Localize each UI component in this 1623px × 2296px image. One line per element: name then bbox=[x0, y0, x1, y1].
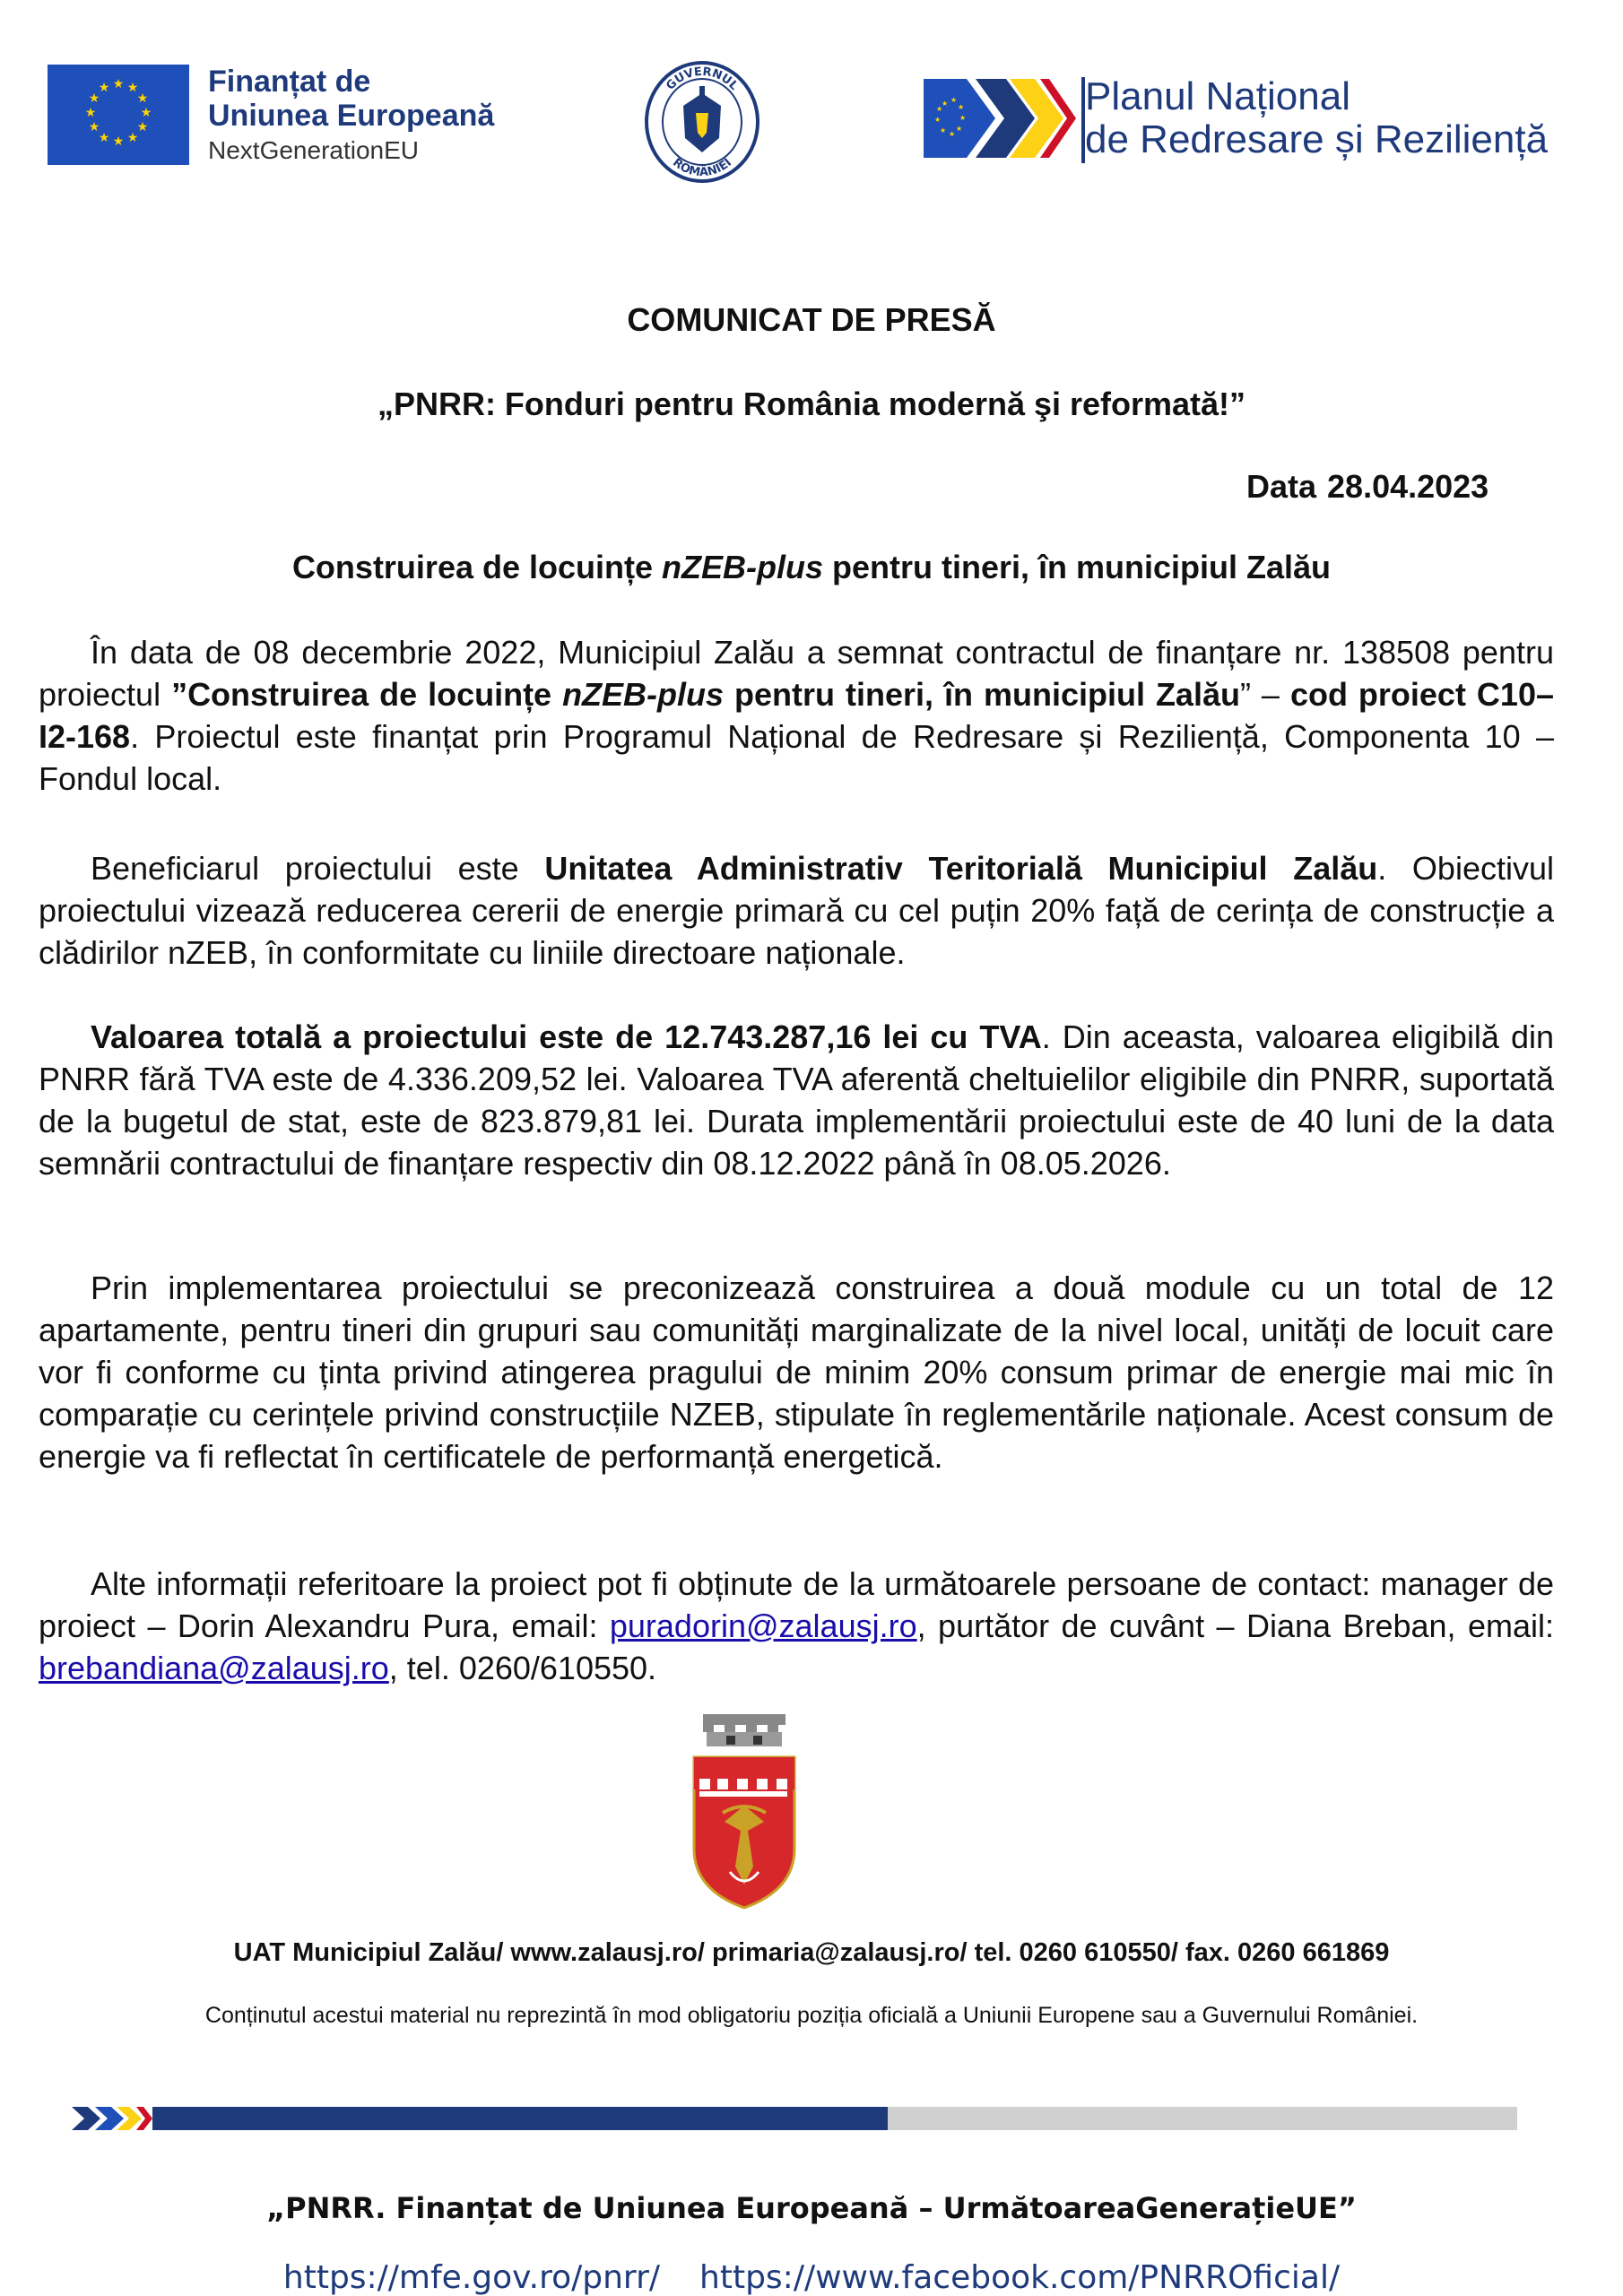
paragraph-contacts bbox=[39, 1563, 1554, 1689]
svg-text:★: ★ bbox=[950, 96, 958, 104]
svg-text:★: ★ bbox=[942, 100, 949, 108]
stripe-blue-segment bbox=[152, 2107, 888, 2130]
romanian-government-seal-icon bbox=[644, 59, 760, 185]
press-release-slogan: „PNRR: Fonduri pentru România modernă şi reformată!” bbox=[377, 386, 1246, 422]
paragraph-value bbox=[39, 1016, 1554, 1184]
p1-bold2: pentru tineri, în municipiul Zalău bbox=[724, 676, 1240, 713]
p1-bold-italic: nZEB-plus bbox=[562, 676, 725, 713]
press-release-date bbox=[1246, 468, 1488, 506]
p2-text1: Beneficiarul proiectului este bbox=[91, 850, 545, 887]
link-mfe-pnrr[interactable]: https://mfe.gov.ro/pnrr/ bbox=[282, 2259, 661, 2296]
eu-funding-text bbox=[208, 65, 513, 169]
svg-text:★: ★ bbox=[934, 116, 942, 124]
date-value: 28.04.2023 bbox=[1327, 468, 1489, 505]
zalau-coat-of-arms-icon bbox=[690, 1714, 798, 1913]
svg-text:★: ★ bbox=[112, 134, 125, 148]
svg-text:★: ★ bbox=[98, 130, 110, 144]
p1-text1: În data de 08 decembrie 2022, Municipiul Zalău a semnat contractul de finanțare nr. 138508 pentru proiectul bbox=[39, 634, 1554, 713]
footer-contact-line: UAT Municipiul Zalău/ www.zalausj.ro/ primaria@zalausj.ro/ tel. 0260 610550/ fax. 0260 661869 bbox=[233, 1938, 1390, 1967]
pnrr-arrows-logo-icon bbox=[924, 72, 1076, 165]
svg-text:★: ★ bbox=[112, 76, 125, 91]
svg-text:★: ★ bbox=[136, 91, 149, 105]
p5-text1: Alte informații referitoare la proiect pot fi obținute de la următoarele persoane de contact: manager de proiect – Dorin Alexandru Pura, email: bbox=[39, 1565, 1554, 1644]
paragraph-implementation bbox=[39, 1267, 1554, 1477]
seal-text-top: GUVERNUL bbox=[664, 65, 741, 93]
svg-text:★: ★ bbox=[949, 130, 956, 138]
pnrr-logo-text bbox=[1085, 75, 1587, 161]
svg-text:★: ★ bbox=[956, 125, 963, 133]
eu-text-line2: Uniunea Europeană bbox=[208, 99, 495, 133]
seal-text-bottom: ROMÂNIEI bbox=[670, 155, 734, 180]
svg-text:★: ★ bbox=[126, 80, 139, 94]
svg-text:★: ★ bbox=[88, 119, 100, 134]
svg-text:★: ★ bbox=[959, 114, 967, 122]
link-facebook-pnrr[interactable]: https://www.facebook.com/PNRROficial/ bbox=[699, 2259, 1341, 2296]
subtitle-part3: pentru tineri, în municipiul Zalău bbox=[823, 549, 1332, 585]
svg-text:★: ★ bbox=[936, 105, 943, 113]
p1-text3: . Proiectul este finanțat prin Programul Național de Redresare și Reziliență, Componenta 10 – Fondul local. bbox=[39, 718, 1554, 797]
svg-text:★: ★ bbox=[98, 80, 110, 94]
eu-text-line3: NextGenerationEU bbox=[208, 136, 420, 164]
svg-text:★: ★ bbox=[940, 126, 947, 134]
p1-project-code: cod proiect C10–I2-168 bbox=[39, 676, 1554, 755]
pnrr-text-line2: de Redresare și Reziliență bbox=[1085, 117, 1549, 161]
p5-text2: , purtător de cuvânt – Diana Breban, email: bbox=[916, 1607, 1554, 1644]
date-label: Data bbox=[1246, 468, 1317, 505]
p1-bold1: ”Construirea de locuințe bbox=[171, 676, 563, 713]
svg-text:★: ★ bbox=[140, 105, 152, 119]
stripe-grey-segment bbox=[888, 2107, 1517, 2130]
p5-text3: , tel. 0260/610550. bbox=[388, 1650, 657, 1686]
svg-text:★: ★ bbox=[958, 103, 965, 111]
p3-total-value: Valoarea totală a proiectului este de 12.743.287,16 lei cu TVA bbox=[91, 1018, 1042, 1055]
p3-text1: . Din aceasta, valoarea eligibilă din PNRR fără TVA este de 4.336.209,52 lei. Valoarea TVA aferentă cheltuielilor eligibile din PNRR, suportată de la bugetul de stat, este de 823.879,81 lei. Durata implementării proiectului este de 40 luni de la data semnării contractului de finanțare respectiv din 08.12.2022 până în 08.05.2026. bbox=[39, 1018, 1554, 1182]
eu-text-line1: Finanțat de bbox=[208, 65, 371, 99]
subtitle-part2: nZEB-plus bbox=[662, 549, 823, 585]
pnrr-footer-stripe bbox=[72, 2107, 1517, 2130]
footer-disclaimer: Conținutul acestui material nu reprezintă în mod obligatoriu poziția oficială a Uniunii Europene sau a Guvernului României. bbox=[204, 2003, 1419, 2028]
svg-text:★: ★ bbox=[88, 91, 100, 105]
pnrr-text-line1: Planul Național bbox=[1085, 74, 1350, 118]
footer-links bbox=[0, 2259, 1623, 2296]
email-link-puradorin[interactable]: puradorin@zalausj.ro bbox=[609, 1607, 917, 1644]
paragraph-contract bbox=[39, 631, 1554, 800]
svg-text:★: ★ bbox=[136, 119, 149, 134]
eu-flag-icon bbox=[48, 65, 189, 165]
paragraph-beneficiary bbox=[39, 847, 1554, 974]
email-link-brebandiana[interactable]: brebandiana@zalausj.ro bbox=[39, 1650, 389, 1686]
svg-text:★: ★ bbox=[126, 130, 139, 144]
press-release-title: COMUNICAT DE PRESĂ bbox=[627, 301, 996, 338]
p1-text2: ” – bbox=[1239, 676, 1290, 713]
pnrr-funding-slogan: „PNRR. Finanțat de Uniunea Europeană – UrmătoareaGenerațieUE” bbox=[266, 2191, 1357, 2225]
p4-text1: Prin implementarea proiectului se preconizează construirea a două module cu un total de 12 apartamente, pentru tineri din grupuri sau comunități marginalizate de la nivel local, unități de locuit care vor fi conforme cu ținta privind atingerea pragului de minim 20% consum primar de energie mai mic în comparație cu cerințele privind construcțiile NZEB, stipulate în reglementările naționale. Acest consum de energie va fi reflectat în certificatele de performanță energetică. bbox=[39, 1269, 1554, 1475]
p2-beneficiary-name: Unitatea Administrativ Teritorială Municipiul Zalău bbox=[544, 850, 1378, 887]
svg-text:★: ★ bbox=[84, 105, 97, 119]
p2-text2: . Obiectivul proiectului vizează reducerea cererii de energie primară cu cel puțin 20% față de cerința de construcție a clădirilor nZEB, în conformitate cu liniile directoare naționale. bbox=[39, 850, 1554, 971]
project-subtitle bbox=[0, 549, 1623, 586]
subtitle-part1: Construirea de locuințe bbox=[291, 549, 663, 585]
